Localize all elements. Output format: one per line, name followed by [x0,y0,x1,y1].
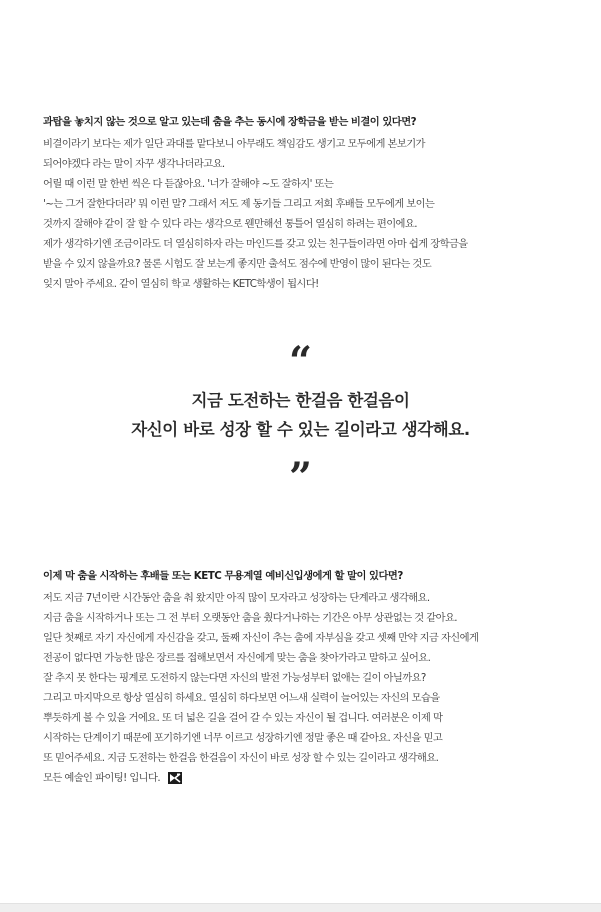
answer-line: 잊지 말아 주세요. 같이 열심히 학교 생활하는 KETC학생이 됩시다! [43,278,319,290]
answer-line: 되어야겠다 라는 말이 자꾸 생각나더라고요. [43,158,225,170]
answer-line: 시작하는 단계이기 때문에 포기하기엔 너무 이르고 성장하기엔 정말 좋은 때 같아요. 자신을 믿고 [43,732,443,744]
answer-line: 비결이라기 보다는 제가 일단 과대를 맡다보니 아무래도 책임감도 생기고 모두에게 본보기가 [43,138,425,150]
answer-line: 그리고 마지막으로 항상 열심히 하세요. 열심히 하다보면 어느새 실력이 늘어있는 자신의 모습을 [43,692,440,704]
answer-text [43,588,588,788]
answer-line: 전공이 없다면 가능한 많은 장르를 접해보면서 자신에게 맞는 춤을 찾아가라고 말하고 싶어요. [43,652,431,664]
answer-line: 또 믿어주세요. 지금 도전하는 한걸음 한걸음이 자신이 바로 성장 할 수 있는 길이라고 생각해요. [43,752,439,764]
answer-text [43,134,588,294]
answer-line: 어릴 때 이런 말 한번 씩은 다 듣잖아요. '너가 잘해야 ~도 잘하지' 또는 [43,178,334,190]
answer-line: 것까지 잘해야 같이 잘 할 수 있다 라는 생각으로 웬만해선 통틀어 열심히 하려는 편이에요. [43,218,417,230]
answer-line: 제가 생각하기엔 조금이라도 더 열심히하자 라는 마인드를 갖고 있는 친구들이라면 아마 쉽게 장학금을 [43,238,468,250]
question-title: 과탑을 놓치지 않는 것으로 알고 있는데 춤을 추는 동시에 장학금을 받는 비결이 있다면? [43,116,417,128]
pull-quote [0,342,601,492]
answer-line: 저도 지금 7년이란 시간동안 춤을 춰 왔지만 아직 많이 모자라고 성장하는 단계라고 생각해요. [43,592,430,604]
quote-text [0,386,601,444]
answer-line: 뿌듯하게 볼 수 있을 거에요. 또 더 넓은 길을 걸어 갈 수 있는 자신이 될 겁니다. 여러분은 이제 막 [43,712,443,724]
answer-line: 잘 추지 못 한다는 핑계로 도전하지 않는다면 자신의 발전 가능성부터 없애는 길이 아닐까요? [43,672,426,684]
answer-line: '~는 그거 잘한다더라' 뭐 이런 말? 그래서 저도 제 동기들 그리고 저희 후배들 모두에게 보이는 [43,198,435,210]
answer-line: 지금 춤을 시작하거나 또는 그 전 부터 오랫동안 춤을 췄다거나하는 기간은 아무 상관없는 것 같아요. [43,612,457,624]
question-title: 이제 막 춤을 시작하는 후배들 또는 KETC 무용계열 예비신입생에게 할 말이 있다면? [43,570,403,582]
quote-line: 지금 도전하는 한걸음 한걸음이 [191,391,410,410]
answer-line: 받을 수 있지 않을까요? 물론 시험도 잘 보는게 좋지만 출석도 점수에 반영이 많이 된다는 것도 [43,258,432,270]
answer-last-line [43,768,588,788]
sign-off-text: 모든 예술인 파이팅! 입니다. [43,772,161,784]
interview-section-2 [43,568,588,788]
close-quote-icon: ” [288,458,312,492]
answer-line: 일단 첫째로 자기 자신에게 자신감을 갖고, 둘째 자신이 추는 춤에 자부심을 갖고 셋째 만약 지금 자신에게 [43,632,479,644]
ketc-logo-icon [168,771,182,783]
quote-line: 자신이 바로 성장 할 수 있는 길이라고 생각해요. [131,420,470,439]
open-quote-icon: “ [288,342,312,376]
interview-section-1 [43,114,588,294]
